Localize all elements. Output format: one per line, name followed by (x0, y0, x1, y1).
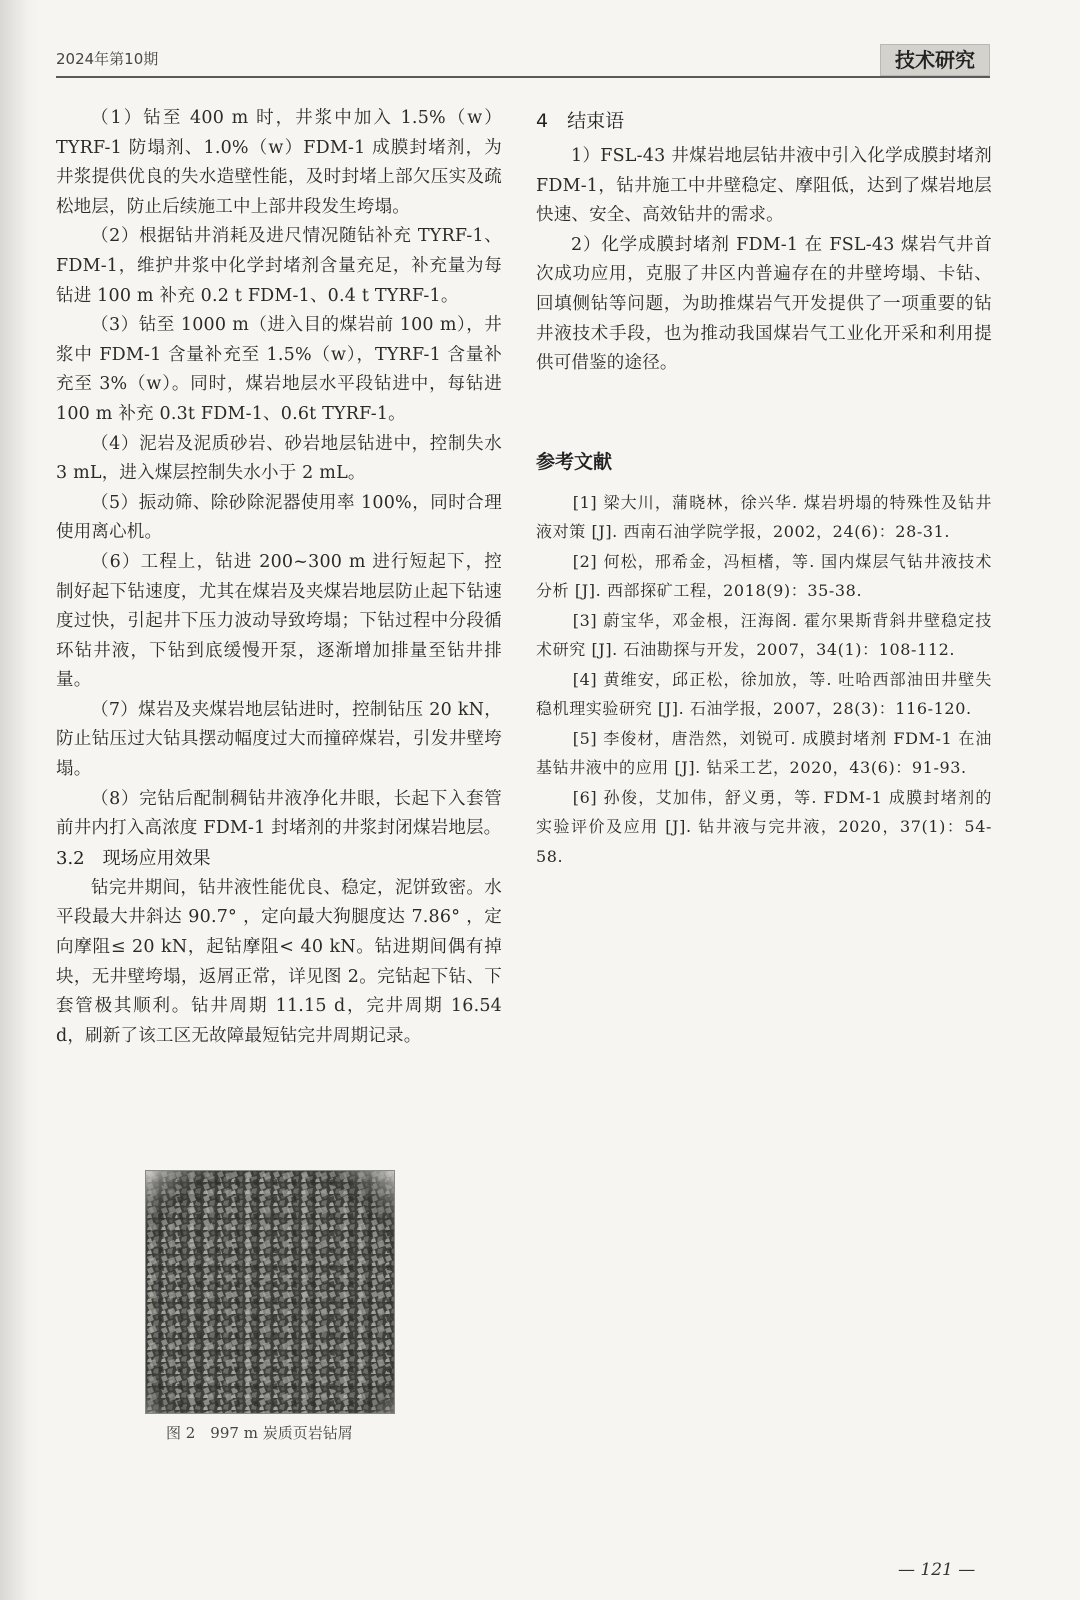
measure-paragraph-3: （3）钻至 1000 m（进入目的煤岩前 100 m），井浆中 FDM-1 含量补充至 1.5%（w），TYRF-1 含量补充至 3%（w）。同时，煤岩地层水平段钻进中，每钻进 100 m 补充 0.3t FDM-1、0.6t TYRF-1。 (56, 315, 502, 424)
measure-paragraph-7: （7）煤岩及夹煤岩地层钻进时，控制钻压 20 kN，防止钻压过大钻具摆动幅度过大而撞碎煤岩，引发井壁垮塌。 (56, 699, 502, 780)
reference-2: [2] 何松，邢希金，冯桓榰，等. 国内煤层气钻井液技术分析 [J]. 西部探矿工程，2018(9)：35-38. (536, 551, 992, 601)
reference-5: [5] 李俊材，唐浩然，刘锐可. 成膜封堵剂 FDM-1 在油基钻井液中的应用 [J]. 钻采工艺，2020，43(6)：91-93. (536, 728, 992, 778)
conclusion-title: 4 结束语 (536, 110, 625, 132)
reference-6: [6] 孙俊，艾加伟，舒义勇，等. FDM-1 成膜封堵剂的实验评价及应用 [J]. 钻井液与完井液，2020，37(1)：54-58. (536, 787, 992, 866)
measure-paragraph-2: （2）根据钻井消耗及进尺情况随钻补充 TYRF-1、FDM-1，维护井浆中化学封堵剂含量充足，补充量为每钻进 100 m 补充 0.2 t FDM-1、0.4 t TYRF-1。 (56, 226, 502, 306)
subsection-title: 3.2 现场应用效果 (56, 847, 211, 869)
rock-cuttings-image (146, 1171, 394, 1413)
reference-3: [3] 蔚宝华，邓金根，汪海阁. 霍尔果斯背斜井壁稳定技术研究 [J]. 石油勘探与开发，2007，34(1)：108-112. (536, 610, 992, 660)
journal-issue: 2024年第10期 (56, 50, 159, 68)
right-column (536, 104, 992, 871)
measure-paragraph-5: （5）振动筛、除砂除泥器使用率 100%，同时合理使用离心机。 (56, 492, 502, 543)
reference-4: [4] 黄维安，邱正松，徐加放，等. 吐哈西部油田井壁失稳机理实验研究 [J]. 石油学报，2007，28(3)：116-120. (536, 669, 992, 719)
subsection-body: 钻完井期间，钻井液性能优良、稳定，泥饼致密。水平段最大井斜达 90.7° ，定向最大狗腿度达 7.86° ，定向摩阻≤ 20 kN，起钻摩阻< 40 kN。钻进期间偶有掉块，无井壁垮塌，返屑正常，详见图 2。完钻起下钻、下套管极其顺利。钻井周期 11.15 d，完井周期 16.54 d，刷新了该工区无故障最短钻完井周期记录。 (56, 877, 502, 1046)
measure-paragraph-1: （1）钻至 400 m 时，井浆中加入 1.5%（w）TYRF-1 防塌剂、1.0%（w）FDM-1 成膜封堵剂，为井浆提供优良的失水造壁性能，及时封堵上部欠压实及疏松地层，防止后续施工中上部井段发生垮塌。 (56, 108, 502, 217)
measure-paragraph-4: （4）泥岩及泥质砂岩、砂岩地层钻进中，控制失水 3 mL，进入煤层控制失水小于 2 mL。 (56, 433, 502, 484)
measure-paragraph-6: （6）工程上，钻进 200~300 m 进行短起下，控制好起下钻速度，尤其在煤岩及夹煤岩地层防止起下钻速度过快，引起井下压力波动导致垮塌；下钻过程中分段循环钻井液，下钻到底缓慢开泵，逐渐增加排量至钻井排量。 (56, 551, 502, 691)
conclusion-paragraph-1: 1）FSL-43 井煤岩地层钻井液中引入化学成膜封堵剂 FDM-1，钻井施工中井壁稳定、摩阻低，达到了煤岩地层快速、安全、高效钻井的需求。 (536, 146, 992, 226)
figure-2-photo (145, 1170, 395, 1414)
section-badge: 技术研究 (880, 44, 990, 76)
figure-caption: 图 2 997 m 炭质页岩钻屑 (166, 1424, 353, 1442)
left-column (56, 104, 502, 1051)
header-divider (56, 76, 990, 78)
references-title: 参考文献 (536, 450, 613, 473)
measure-paragraph-8: （8）完钻后配制稠钻井液净化井眼，长起下入套管前井内打入高浓度 FDM-1 封堵剂的井浆封闭煤岩地层。 (56, 788, 502, 839)
page-binding-shadow (0, 0, 40, 1600)
page-number: — 121 — (898, 1560, 976, 1580)
reference-1: [1] 梁大川，蒲晓林，徐兴华. 煤岩坍塌的特殊性及钻井液对策 [J]. 西南石油学院学报，2002，24(6)：28-31. (536, 492, 992, 542)
conclusion-paragraph-2: 2）化学成膜封堵剂 FDM-1 在 FSL-43 煤岩气井首次成功应用，克服了井区内普遍存在的井壁垮塌、卡钻、回填侧钻等问题，为助推煤岩气开发提供了一项重要的钻井液技术手段，也为推动我国煤岩气工业化开采和利用提供可借鉴的途径。 (536, 234, 992, 374)
page-header (56, 44, 990, 78)
